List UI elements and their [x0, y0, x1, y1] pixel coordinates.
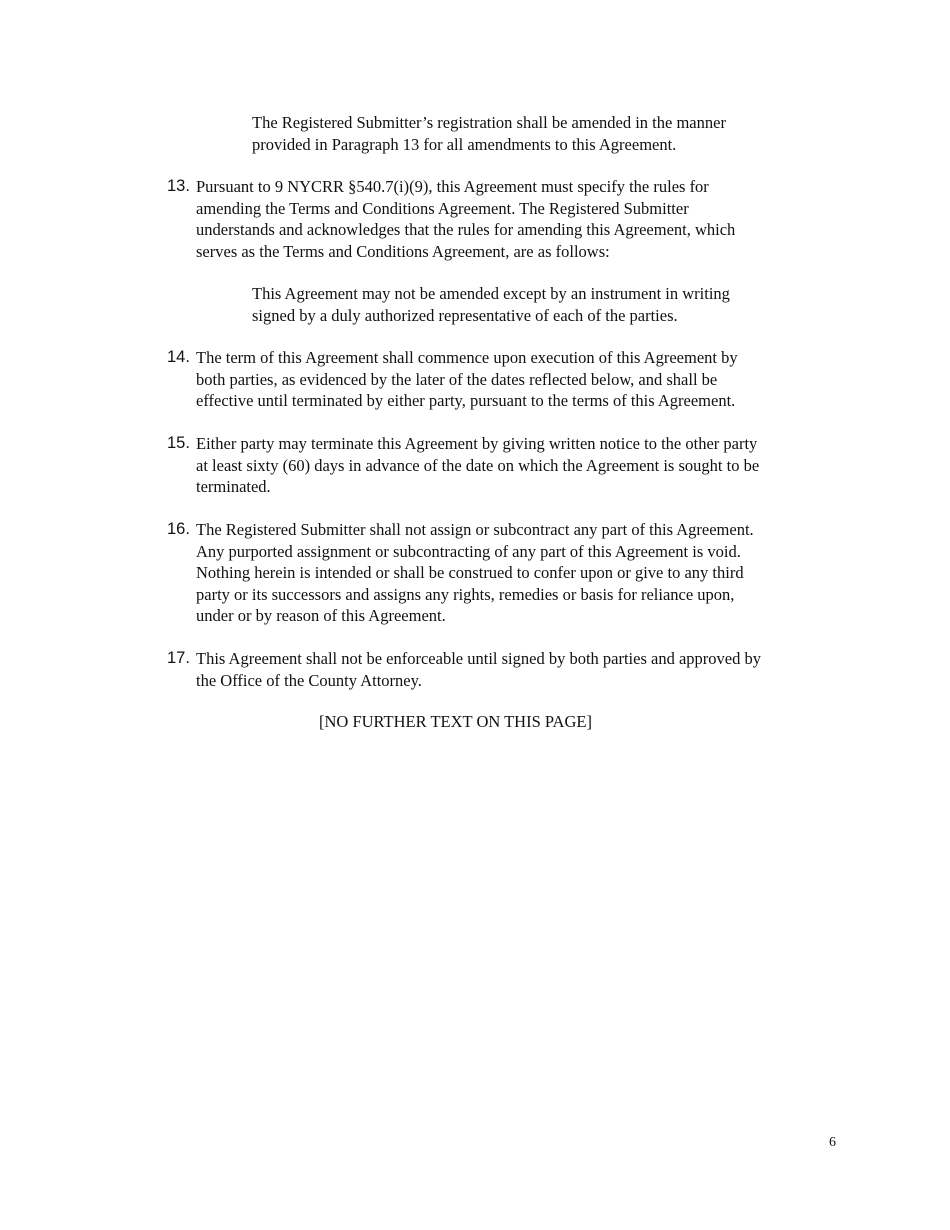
- paragraph-text: [196, 519, 846, 627]
- rule-line: This Agreement may not be amended except by an instrument in writing: [252, 284, 730, 303]
- rule-line: signed by a duly authorized representative of each of the parties.: [252, 305, 678, 325]
- paragraph-line: under or by reason of this Agreement.: [196, 606, 446, 625]
- intro-block: [252, 112, 832, 155]
- paragraph-line: understands and acknowledges that the rules for amending this Agreement, which: [196, 220, 736, 239]
- paragraph-number: 13.: [167, 177, 190, 195]
- paragraph-line: Pursuant to 9 NYCRR §540.7(i)(9), this Agreement must specify the rules for: [196, 177, 709, 196]
- paragraph-line: the Office of the County Attorney.: [196, 670, 422, 690]
- no-further-text-note: [NO FURTHER TEXT ON THIS PAGE]: [319, 712, 592, 731]
- paragraph-number: 17.: [167, 649, 190, 667]
- paragraph-line: Nothing herein is intended or shall be construed to confer upon or give to any third: [196, 563, 744, 582]
- paragraph-text: [196, 433, 846, 498]
- amendment-rule-block: [252, 283, 832, 326]
- paragraph-line: both parties, as evidenced by the later of the dates reflected below, and shall be: [196, 369, 718, 389]
- paragraph-line: terminated.: [196, 477, 271, 496]
- paragraph-number: 16.: [167, 520, 190, 538]
- paragraph-line: party or its successors and assigns any rights, remedies or basis for reliance upon,: [196, 584, 735, 604]
- paragraph-number: 14.: [167, 348, 190, 366]
- paragraph-line: effective until terminated by either party, pursuant to the terms of this Agreement.: [196, 391, 736, 410]
- paragraph-text: [196, 347, 846, 412]
- paragraph-text: [196, 176, 846, 262]
- paragraph-text: [196, 648, 846, 691]
- paragraph-line: amending the Terms and Conditions Agreement. The Registered Submitter: [196, 198, 689, 218]
- paragraph-line: The term of this Agreement shall commence upon execution of this Agreement by: [196, 348, 738, 367]
- paragraph-line: Either party may terminate this Agreement by giving written notice to the other party: [196, 434, 758, 453]
- intro-line: The Registered Submitter’s registration shall be amended in the manner: [252, 113, 726, 132]
- paragraph-line: serves as the Terms and Conditions Agreement, are as follows:: [196, 241, 610, 261]
- paragraph-line: at least sixty (60) days in advance of the date on which the Agreement is sought to be: [196, 455, 760, 475]
- intro-line: provided in Paragraph 13 for all amendments to this Agreement.: [252, 134, 677, 154]
- paragraph-line: Any purported assignment or subcontracting of any part of this Agreement is void.: [196, 541, 741, 561]
- paragraph-line: This Agreement shall not be enforceable until signed by both parties and approved by: [196, 649, 761, 668]
- paragraph-line: The Registered Submitter shall not assign or subcontract any part of this Agreement.: [196, 520, 754, 539]
- paragraph-number: 15.: [167, 434, 190, 452]
- page-number: 6: [829, 1135, 836, 1150]
